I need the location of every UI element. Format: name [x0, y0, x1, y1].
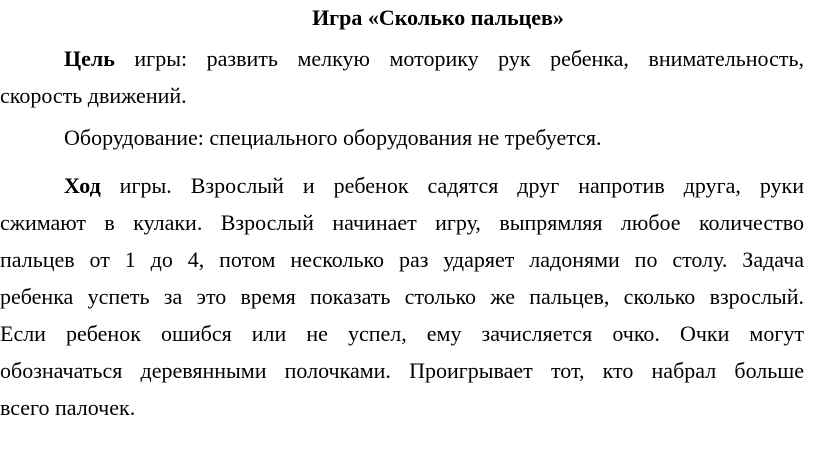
procedure-line-6: обозначаться деревянными полочками. Проигрывает тот, кто набрал больше	[0, 358, 804, 383]
procedure-paragraph	[0, 167, 804, 426]
goal-line-1	[0, 40, 804, 77]
procedure-line-5: Если ребенок ошибся или не успел, ему зачисляется очко. Очки могут	[0, 321, 804, 346]
procedure-line-3: пальцев от 1 до 4, потом несколько раз ударяет ладонями по столу. Задача	[0, 247, 804, 272]
equipment-line: Оборудование: специального оборудования не требуется.	[64, 125, 602, 150]
procedure-label: Ход	[64, 173, 101, 198]
procedure-line-7: всего палочек.	[0, 395, 136, 420]
goal-label: Цель	[64, 46, 115, 71]
document-title: Игра «Сколько пальцев»	[312, 5, 564, 30]
goal-paragraph	[0, 40, 804, 114]
goal-text-1: игры: развить мелкую моторику рук ребенка, внимательность,	[114, 46, 804, 71]
procedure-line-4: ребенка успеть за это время показать столько же пальцев, сколько взрослый.	[0, 284, 804, 309]
procedure-line-1	[0, 167, 804, 204]
procedure-text-1: игры. Взрослый и ребенок садятся друг напротив друга, руки	[100, 173, 804, 198]
goal-line-2: скорость движений.	[0, 83, 187, 108]
procedure-line-2: сжимают в кулаки. Взрослый начинает игру, выпрямляя любое количество	[0, 210, 804, 235]
equipment-paragraph	[0, 119, 804, 156]
